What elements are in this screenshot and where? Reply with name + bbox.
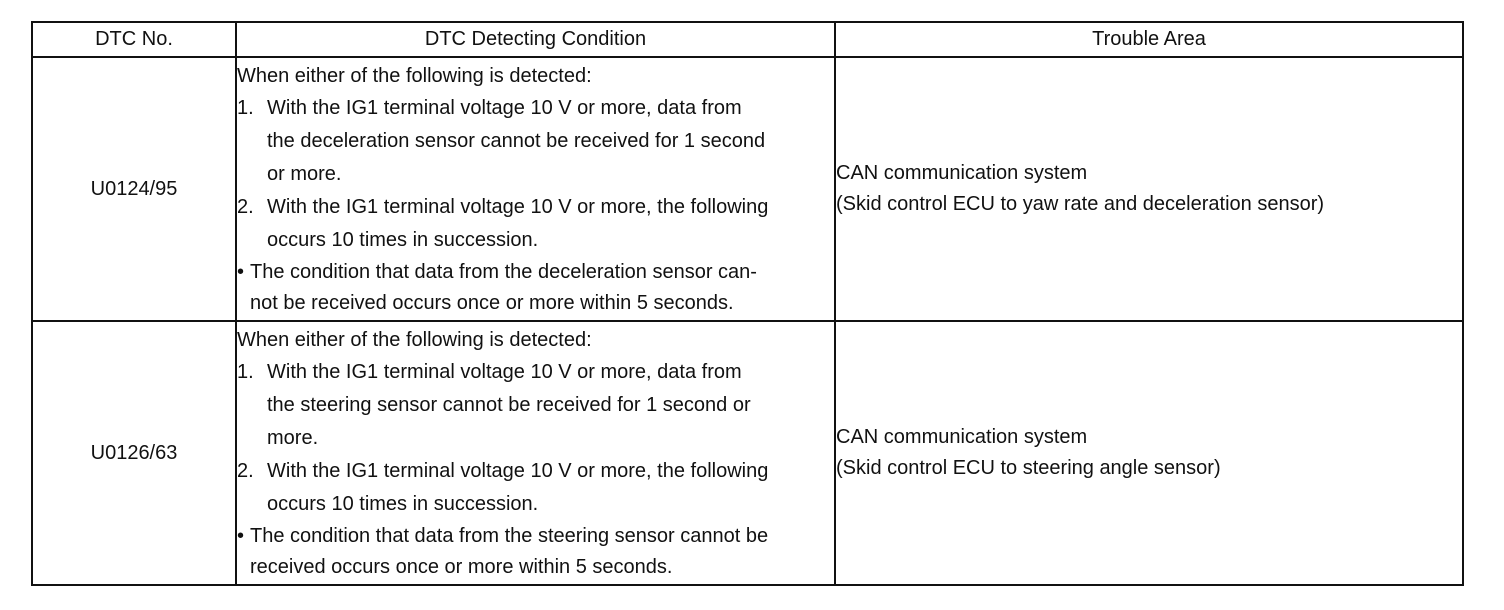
trouble-area: [835, 57, 1463, 321]
item-text: [267, 356, 751, 455]
bullet-line: The condition that data from the steering sensor cannot be: [250, 524, 769, 547]
bullet-line: The condition that data from the deceleration sensor can-: [250, 260, 757, 283]
item-number: 1.: [237, 360, 254, 383]
item-number: 2.: [237, 459, 254, 482]
detecting-condition: [236, 321, 835, 585]
bullet-icon: •: [237, 260, 245, 283]
bullet-text: [250, 521, 768, 583]
trouble-area: [835, 321, 1463, 585]
trouble-area-line: (Skid control ECU to yaw rate and deceleration sensor): [836, 193, 1325, 215]
item-line: occurs 10 times in succession.: [267, 228, 539, 251]
condition-item: [237, 455, 834, 521]
item-line: the steering sensor cannot be received for 1 second or: [267, 393, 751, 416]
condition-item: [237, 356, 834, 455]
item-line: more.: [267, 426, 319, 449]
trouble-area-line: CAN communication system: [836, 426, 1088, 448]
table-row: [32, 321, 1463, 585]
bullet-line: not be received occurs once or more within 5 seconds.: [250, 291, 734, 314]
item-line: With the IG1 terminal voltage 10 V or more, the following: [267, 459, 769, 482]
item-line: With the IG1 terminal voltage 10 V or more, data from: [267, 96, 742, 119]
condition-intro: When either of the following is detected:: [237, 328, 592, 351]
bullet-text: [250, 257, 757, 319]
header-row: [32, 22, 1463, 57]
header-detecting-condition: DTC Detecting Condition: [236, 22, 835, 57]
bullet-icon: •: [237, 524, 245, 547]
condition-intro: When either of the following is detected:: [237, 64, 592, 87]
item-line: With the IG1 terminal voltage 10 V or more, the following: [267, 195, 769, 218]
bullet-line: received occurs once or more within 5 seconds.: [250, 555, 673, 578]
item-line: the deceleration sensor cannot be received for 1 second: [267, 129, 766, 152]
dtc-table: [31, 21, 1464, 586]
dtc-code: U0126/63: [32, 321, 236, 585]
item-line: or more.: [267, 162, 342, 185]
trouble-area-line: (Skid control ECU to steering angle sensor): [836, 457, 1221, 479]
table-row: [32, 57, 1463, 321]
dtc-code: U0124/95: [32, 57, 236, 321]
condition-item: [237, 92, 834, 191]
item-text: [267, 191, 768, 257]
detecting-condition: [236, 57, 835, 321]
condition-item: [237, 191, 834, 257]
condition-bullet: [237, 521, 834, 583]
item-text: [267, 455, 768, 521]
item-text: [267, 92, 765, 191]
header-dtc-no: DTC No.: [32, 22, 236, 57]
item-number: 2.: [237, 195, 254, 218]
item-number: 1.: [237, 96, 254, 119]
item-line: occurs 10 times in succession.: [267, 492, 539, 515]
trouble-area-line: CAN communication system: [836, 162, 1088, 184]
condition-bullet: [237, 257, 834, 319]
item-line: With the IG1 terminal voltage 10 V or more, data from: [267, 360, 742, 383]
header-trouble-area: Trouble Area: [835, 22, 1463, 57]
